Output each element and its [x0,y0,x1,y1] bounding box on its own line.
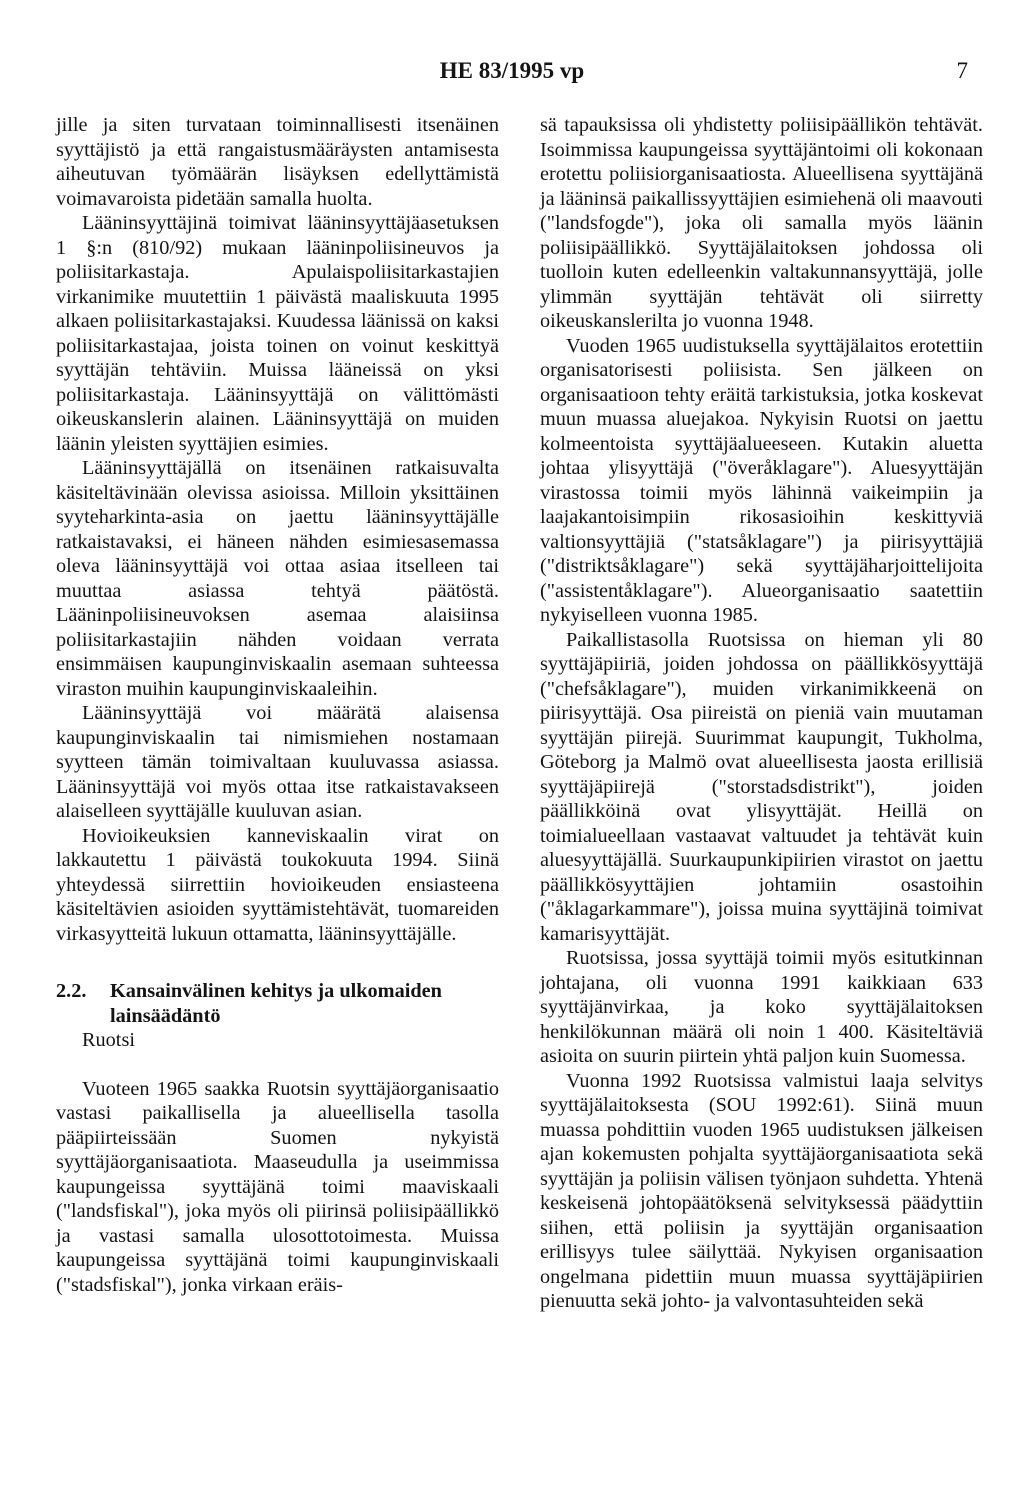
document-id: HE 83/1995 vp [439,58,585,83]
left-column [56,113,499,1297]
paragraph: sä tapauksissa oli yhdistetty poliisipäällikön tehtävät. Isoimmissa kaupungeissa syyttäjäntoimi oli kokonaan erotettu poliisiorganisaatiosta. Alueellisena syyttäjänä ja lääninsä paikallissyyttäjien esimiehenä oli maavouti ("landsfogde"), joka oli samalla myös läänin poliisipäällikkö. Syyttäjälaitoksen johdossa oli tuolloin kuten edelleenkin valtakunnansyyttäjä, jolle ylimmän syyttäjän tehtävät oli siirretty oikeuskanslerilta jo vuonna 1948. [540,114,983,332]
section-number: 2.2. [56,980,87,1002]
right-column [540,113,983,1314]
subheading: Ruotsi [82,1029,135,1051]
paragraph: Vuoteen 1965 saakka Ruotsin syyttäjäorganisaatio vastasi paikallisella ja alueellisella tasolla pääpiirteissään Suomen nykyistä syyttäjäorganisaatiota. Maaseudulla ja useimmissa kaupungeissa syyttäjänä toimi maaviskaali ("landsfiskal"), joka myös oli piirinsä poliisipäällikkö ja vastasi samalla ulosottotoimesta. Muissa kaupungeissa syyttäjänä toimi kaupunginviskaali ("stadsfiskal"), jonka virkaan eräis- [56,1077,499,1296]
running-header [0,52,1024,86]
paragraph: Lääninsyyttäjällä on itsenäinen ratkaisuvalta käsiteltävinään olevissa asioissa. Milloin yksittäinen syyteharkinta-asia on jaettu lääninsyyttäjälle ratkaistavaksi, ei häneen nähden esimiesasemassa oleva lääninsyyttäjä voi ottaa asiaa itselleen tai muuttaa asiassa tehtyä päätöstä. Lääninpoliisineuvoksen asemaa alaisiinsa poliisitarkastajiin nähden voidaan verrata ensimmäisen kaupunginviskaalin asemaan suhteessa viraston muihin kaupunginviskaaleihin. [56,457,499,700]
paragraph: Hovioikeuksien kanneviskaalin virat on lakkautettu 1 päivästä toukokuuta 1994. Siinä yhteydessä siirrettiin hovioikeuden ensiasteena käsiteltävien asioiden syyttämistehtävät, tuomareiden virkasyytteitä lukuun ottamatta, lääninsyyttäjälle. [56,824,499,945]
paragraph: jille ja siten turvataan toiminnallisesti itsenäinen syyttäjistö ja että rangaistusmääräysten antamisesta aiheutuvan työmäärän lisäyksen edellyttämistä voimavaroista pidetään samalla huolta. [56,114,499,210]
paragraph: Lääninsyyttäjinä toimivat lääninsyyttäjäasetuksen 1 §:n (810/92) mukaan lääninpoliisineuvos ja poliisitarkastaja. Apulaispoliisitarkastajien virkanimike muutettiin 1 päivästä maaliskuuta 1995 alkaen poliisitarkastajaksi. Kuudessa läänissä on kaksi poliisitarkastajaa, joista toinen on voinut keskittyä syyttäjän tehtäviin. Muissa lääneissä on yksi poliisitarkastaja. Lääninsyyttäjä on välittömästi oikeuskanslerin alainen. Lääninsyyttäjä on muiden läänin yleisten syyttäjien esimies. [56,212,499,455]
paragraph: Lääninsyyttäjä voi määrätä alaisensa kaupunginviskaalin tai nimismiehen nostamaan syytteen tämän toimivaltaan kuuluvassa asiassa. Lääninsyyttäjä voi myös ottaa itse ratkaistavakseen alaiselleen syyttäjälle kuuluvan asian. [56,702,499,822]
paragraph: Vuoden 1965 uudistuksella syyttäjälaitos erotettiin organisatorisesti poliisista. Sen jälkeen on organisaatioon tehty eräitä tarkistuksia, jotka koskevat muun muassa aluejakoa. Nykyisin Ruotsi on jaettu kolmeentoista syyttäjäalueeseen. Kutakin aluetta johtaa ylisyyttäjä ("överåklagare"). Aluesyyttäjän virastossa toimii myös lähinnä vaikeimpiin ja laajakantoisimpiin rikosasioihin keskittyviä valtionsyyttäjiä ("statsåklagare") ja piirisyyttäjiä ("distriktsåklagare") sekä syyttäjäharjoittelijoita ("assistentåklagare"). Alueorganisaatio saatettiin nykyiselleen vuonna 1985. [540,334,983,626]
paragraph: Paikallistasolla Ruotsissa on hieman yli 80 syyttäjäpiiriä, joiden johdossa on päällikkösyyttäjä ("chefsåklagare"), muiden virkanimikkeenä on piirisyyttäjä. Osa piireistä on pieniä vain muutaman syyttäjän piirejä. Suurimmat kaupungit, Tukholma, Göteborg ja Malmö ovat alueellisesta jaosta erillisiä syyttäjäpiirejä ("storstadsdistrikt"), joiden päällikköinä ovat ylisyyttäjät. Heillä on toimialueellaan vastaavat valtuudet ja tehtävät kuin aluesyyttäjällä. Suurkaupunkipiirien virastot on jaettu päällikkösyyttäjien johtamiin osastoihin ("åklagarkammare"), joissa muina syyttäjinä toimivat kamarisyyttäjät. [540,628,983,945]
section-title: Kansainvälinen kehitys ja ulkomaiden lainsäädäntö [110,980,442,1027]
paragraph: Ruotsissa, jossa syyttäjä toimii myös esitutkinnan johtajana, oli vuonna 1991 kaikkiaan 633 syyttäjänvirkaa, ja koko syyttäjälaitoksen henkilökunnan määrä oli noin 1 400. Käsiteltäviä asioita on suurin piirtein yhtä paljon kuin Suomessa. [540,947,983,1067]
paragraph: Vuonna 1992 Ruotsissa valmistui laaja selvitys syyttäjälaitoksesta (SOU 1992:61). Siinä muun muassa pohdittiin vuoden 1965 uudistuksen jälkeisen ajan kokemusten pohjalta syyttäjäorganisaatiota sekä syyttäjän ja poliisin välisen työnjaon suhdetta. Yhtenä keskeisenä johtopäätöksenä selvityksessä päädyttiin siihen, että poliisin ja syyttäjän organisaation erillisyys tulee säilyttää. Nykyisen organisaation ongelmana pidettiin muun muassa syyttäjäpiirien pienuutta sekä johto- ja valvontasuhteiden sekä [540,1069,983,1312]
section-heading [56,979,499,1028]
page-number: 7 [956,58,968,83]
